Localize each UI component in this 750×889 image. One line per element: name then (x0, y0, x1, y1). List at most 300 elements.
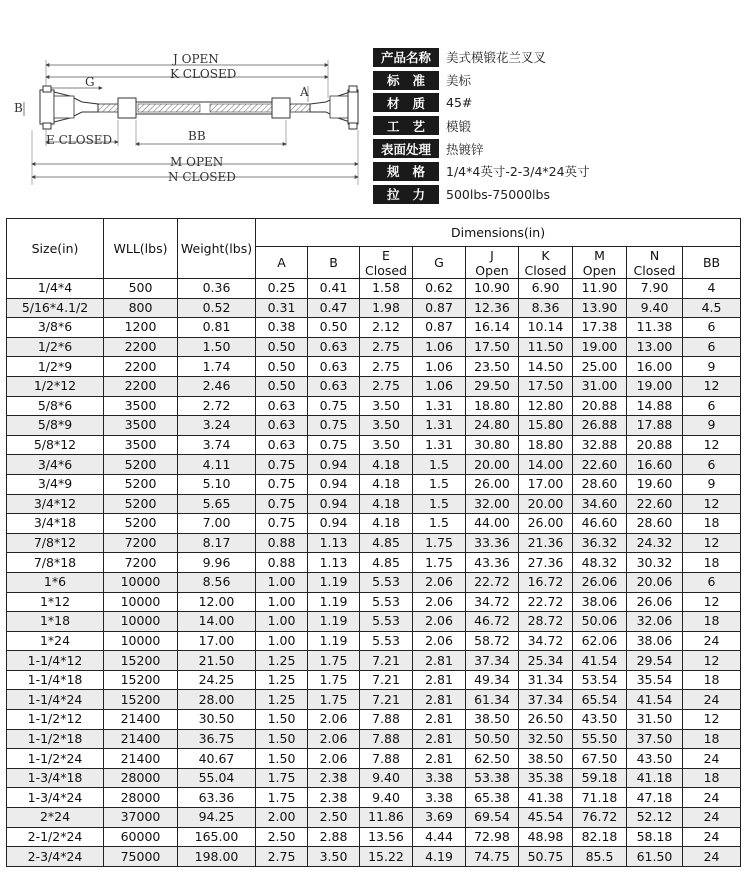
table-cell: 9.40 (360, 768, 413, 788)
table-cell: 1-1/4*12 (7, 651, 104, 671)
table-row (7, 533, 741, 553)
table-cell: 1.25 (256, 670, 308, 690)
table-cell: 61.34 (466, 690, 519, 710)
table-cell: 62.06 (573, 631, 627, 651)
header-weight: Weight(lbs) (178, 219, 256, 279)
table-cell: 1.25 (256, 690, 308, 710)
table-cell: 41.54 (627, 690, 683, 710)
table-cell: 4.18 (360, 494, 413, 514)
table-cell: 24 (683, 749, 741, 769)
table-cell: 2.06 (308, 710, 360, 730)
table-cell: 1.98 (360, 298, 413, 318)
table-cell: 26.88 (573, 416, 627, 436)
turnbuckle-diagram (10, 40, 362, 190)
table-cell: 3.50 (308, 847, 360, 867)
table-cell: 2.06 (413, 631, 466, 651)
table-cell: 7.88 (360, 749, 413, 769)
table-cell: 15200 (104, 670, 178, 690)
table-cell: 17.38 (573, 318, 627, 338)
table-cell: 1.58 (360, 279, 413, 299)
table-cell: 1.31 (413, 416, 466, 436)
table-row (7, 553, 741, 573)
table-cell: 1.13 (308, 553, 360, 573)
table-cell: 38.50 (519, 749, 573, 769)
table-cell: 43.36 (466, 553, 519, 573)
left-jaw (40, 86, 98, 129)
table-cell: 1*18 (7, 612, 104, 632)
table-cell: 1*24 (7, 631, 104, 651)
table-cell: 2.75 (256, 847, 308, 867)
table-cell: 0.63 (256, 416, 308, 436)
table-cell: 5/8*9 (7, 416, 104, 436)
table-cell: 29.50 (466, 376, 519, 396)
table-cell: 5/16*4.1/2 (7, 298, 104, 318)
table-cell: 46.72 (466, 612, 519, 632)
table-cell: 2.81 (413, 670, 466, 690)
table-cell: 14.88 (627, 396, 683, 416)
table-cell: 3500 (104, 435, 178, 455)
spec-key: 规格 (373, 162, 439, 181)
table-cell: 17.50 (519, 376, 573, 396)
table-cell: 10000 (104, 612, 178, 632)
table-cell: 4 (683, 279, 741, 299)
table-cell: 28.72 (519, 612, 573, 632)
table-cell: 24.80 (466, 416, 519, 436)
table-cell: 28.60 (573, 474, 627, 494)
table-cell: 7.00 (178, 514, 256, 534)
table-cell: 0.75 (308, 396, 360, 416)
table-cell: 2-1/2*24 (7, 827, 104, 847)
table-cell: 24 (683, 788, 741, 808)
table-cell: 22.60 (573, 455, 627, 475)
table-cell: 0.94 (308, 494, 360, 514)
turnbuckle-drawing (10, 40, 362, 190)
table-cell: 55.04 (178, 768, 256, 788)
table-cell: 21.50 (178, 651, 256, 671)
table-cell: 55.50 (573, 729, 627, 749)
table-cell: 41.18 (627, 768, 683, 788)
label-bb: BB (188, 129, 206, 143)
table-cell: 3.74 (178, 435, 256, 455)
header-m-sub: Open (582, 262, 617, 278)
table-cell: 16.14 (466, 318, 519, 338)
table-cell: 60000 (104, 827, 178, 847)
table-row (7, 494, 741, 514)
header-n-letter: N (649, 247, 660, 263)
table-cell: 52.12 (627, 808, 683, 828)
table-cell: 20.00 (519, 494, 573, 514)
table-cell: 1.5 (413, 494, 466, 514)
table-cell: 1-1/4*24 (7, 690, 104, 710)
header-j-sub: Open (475, 262, 509, 278)
dimensions-table (6, 218, 741, 867)
table-row (7, 572, 741, 592)
spec-row (373, 46, 733, 69)
table-cell: 7/8*18 (7, 553, 104, 573)
label-e-closed: E CLOSED (46, 133, 113, 147)
table-cell: 10000 (104, 592, 178, 612)
table-cell: 32.06 (627, 612, 683, 632)
table-cell: 1.50 (178, 337, 256, 357)
table-cell: 21400 (104, 710, 178, 730)
table-cell: 5200 (104, 455, 178, 475)
table-cell: 17.50 (466, 337, 519, 357)
table-cell: 41.38 (519, 788, 573, 808)
table-cell: 0.62 (413, 279, 466, 299)
table-cell: 2.06 (308, 749, 360, 769)
label-a: A (300, 85, 309, 99)
table-cell: 16.72 (519, 572, 573, 592)
header-n (627, 247, 683, 279)
table-cell: 0.75 (256, 455, 308, 475)
product-spec-list (373, 46, 733, 206)
table-cell: 2.81 (413, 710, 466, 730)
table-cell: 3.38 (413, 768, 466, 788)
table-cell: 24 (683, 847, 741, 867)
table-cell: 74.75 (466, 847, 519, 867)
table-cell: 10.14 (519, 318, 573, 338)
table-cell: 8.56 (178, 572, 256, 592)
header-k-letter: K (541, 247, 550, 263)
table-cell: 1/4*4 (7, 279, 104, 299)
table-cell: 22.72 (519, 592, 573, 612)
table-cell: 6.90 (519, 279, 573, 299)
table-cell: 1.50 (256, 749, 308, 769)
table-cell: 1.5 (413, 474, 466, 494)
table-cell: 4.19 (413, 847, 466, 867)
table-cell: 7.90 (627, 279, 683, 299)
label-j-open: J OPEN (173, 52, 219, 66)
table-cell: 7/8*12 (7, 533, 104, 553)
table-cell: 0.38 (256, 318, 308, 338)
spec-row (373, 114, 733, 137)
table-cell: 58.18 (627, 827, 683, 847)
table-cell: 0.75 (308, 416, 360, 436)
table-cell: 24 (683, 827, 741, 847)
header-g: G (413, 247, 466, 279)
table-cell: 15.22 (360, 847, 413, 867)
table-cell: 3/4*6 (7, 455, 104, 475)
table-cell: 15200 (104, 651, 178, 671)
table-cell: 10000 (104, 572, 178, 592)
table-cell: 53.54 (573, 670, 627, 690)
table-row (7, 592, 741, 612)
table-cell: 3.50 (360, 416, 413, 436)
table-cell: 1.75 (413, 533, 466, 553)
table-cell: 47.18 (627, 788, 683, 808)
table-cell: 62.50 (466, 749, 519, 769)
spec-key: 材质 (373, 93, 439, 112)
table-cell: 2.75 (360, 357, 413, 377)
table-cell: 198.00 (178, 847, 256, 867)
table-cell: 12.80 (519, 396, 573, 416)
table-cell: 2*24 (7, 808, 104, 828)
table-cell: 9.40 (360, 788, 413, 808)
table-cell: 1/2*9 (7, 357, 104, 377)
table-cell: 0.75 (308, 435, 360, 455)
table-cell: 28000 (104, 788, 178, 808)
table-cell: 10.90 (466, 279, 519, 299)
table-cell: 31.50 (627, 710, 683, 730)
header-size: Size(in) (7, 219, 104, 279)
table-cell: 3/4*18 (7, 514, 104, 534)
table-cell: 1.25 (256, 651, 308, 671)
header-n-sub: Closed (633, 262, 676, 278)
table-cell: 8.36 (519, 298, 573, 318)
table-cell: 9 (683, 416, 741, 436)
table-cell: 65.54 (573, 690, 627, 710)
table-cell: 0.50 (308, 318, 360, 338)
table-cell: 1.31 (413, 435, 466, 455)
table-cell: 18.80 (466, 396, 519, 416)
table-cell: 11.38 (627, 318, 683, 338)
table-cell: 4.5 (683, 298, 741, 318)
table-cell: 26.50 (519, 710, 573, 730)
table-cell: 37000 (104, 808, 178, 828)
table-cell: 12 (683, 533, 741, 553)
table-cell: 28.60 (627, 514, 683, 534)
table-cell: 32.50 (519, 729, 573, 749)
table-cell: 37.34 (519, 690, 573, 710)
table-row (7, 729, 741, 749)
table-cell: 0.31 (256, 298, 308, 318)
table-cell: 25.34 (519, 651, 573, 671)
table-cell: 26.00 (466, 474, 519, 494)
table-cell: 2-3/4*24 (7, 847, 104, 867)
spec-value: 1/4*4英寸-2-3/4*24英寸 (446, 164, 590, 180)
label-n-closed: N CLOSED (168, 170, 236, 184)
table-cell: 12 (683, 592, 741, 612)
table-cell: 75000 (104, 847, 178, 867)
table-cell: 11.90 (573, 279, 627, 299)
table-cell: 19.60 (627, 474, 683, 494)
table-row (7, 357, 741, 377)
table-cell: 0.50 (256, 376, 308, 396)
table-cell: 6 (683, 572, 741, 592)
table-cell: 1-1/2*24 (7, 749, 104, 769)
table-cell: 500 (104, 279, 178, 299)
table-cell: 1.19 (308, 631, 360, 651)
table-cell: 800 (104, 298, 178, 318)
table-cell: 24.32 (627, 533, 683, 553)
table-cell: 17.88 (627, 416, 683, 436)
table-cell: 24 (683, 808, 741, 828)
table-cell: 5.10 (178, 474, 256, 494)
table-cell: 15200 (104, 690, 178, 710)
table-cell: 35.38 (519, 768, 573, 788)
table-cell: 34.72 (519, 631, 573, 651)
header-b: B (308, 247, 360, 279)
table-row (7, 710, 741, 730)
table-cell: 12 (683, 435, 741, 455)
table-cell: 0.63 (256, 396, 308, 416)
table-cell: 43.50 (573, 710, 627, 730)
table-cell: 0.36 (178, 279, 256, 299)
table-row (7, 690, 741, 710)
table-row (7, 612, 741, 632)
spec-value: 美标 (446, 73, 472, 89)
header-j (466, 247, 519, 279)
table-cell: 4.11 (178, 455, 256, 475)
label-b: B (14, 101, 23, 115)
header-m (573, 247, 627, 279)
table-cell: 2.81 (413, 690, 466, 710)
table-cell: 94.25 (178, 808, 256, 828)
table-cell: 1-3/4*18 (7, 768, 104, 788)
table-cell: 12 (683, 651, 741, 671)
table-cell: 2.06 (308, 729, 360, 749)
table-cell: 29.54 (627, 651, 683, 671)
spec-row (373, 137, 733, 160)
table-cell: 7200 (104, 553, 178, 573)
table-row (7, 651, 741, 671)
table-cell: 1*6 (7, 572, 104, 592)
table-cell: 5200 (104, 514, 178, 534)
table-cell: 1.50 (256, 710, 308, 730)
table-cell: 2200 (104, 357, 178, 377)
table-cell: 3/4*12 (7, 494, 104, 514)
spec-row (373, 160, 733, 183)
spec-value: 热镀锌 (446, 141, 484, 157)
table-cell: 50.06 (573, 612, 627, 632)
table-cell: 7.88 (360, 710, 413, 730)
header-bb: BB (683, 247, 741, 279)
label-k-closed: K CLOSED (170, 67, 237, 81)
table-cell: 0.81 (178, 318, 256, 338)
table-cell: 17.00 (519, 474, 573, 494)
table-row (7, 827, 741, 847)
table-cell: 14.00 (519, 455, 573, 475)
table-cell: 1.00 (256, 612, 308, 632)
table-cell: 0.87 (413, 318, 466, 338)
table-row (7, 376, 741, 396)
table-cell: 85.5 (573, 847, 627, 867)
table-cell: 18 (683, 612, 741, 632)
table-cell: 61.50 (627, 847, 683, 867)
table-row (7, 631, 741, 651)
table-cell: 30.80 (466, 435, 519, 455)
table-cell: 4.18 (360, 455, 413, 475)
table-row (7, 788, 741, 808)
spec-value: 美式模锻花兰叉叉 (446, 50, 547, 66)
table-row (7, 749, 741, 769)
table-cell: 2200 (104, 337, 178, 357)
table-cell: 1.75 (308, 651, 360, 671)
table-cell: 2.38 (308, 768, 360, 788)
table-cell: 32.88 (573, 435, 627, 455)
table-cell: 3500 (104, 396, 178, 416)
table-cell: 24.25 (178, 670, 256, 690)
table-cell: 45.54 (519, 808, 573, 828)
table-cell: 4.44 (413, 827, 466, 847)
table-row (7, 768, 741, 788)
header-k (519, 247, 573, 279)
table-cell: 6 (683, 455, 741, 475)
table-cell: 3/4*9 (7, 474, 104, 494)
table-cell: 7.21 (360, 690, 413, 710)
table-cell: 34.60 (573, 494, 627, 514)
table-cell: 3.24 (178, 416, 256, 436)
table-cell: 7.88 (360, 729, 413, 749)
table-cell: 21.36 (519, 533, 573, 553)
table-cell: 76.72 (573, 808, 627, 828)
table-cell: 2.06 (413, 572, 466, 592)
table-cell: 38.06 (627, 631, 683, 651)
table-cell: 1200 (104, 318, 178, 338)
table-cell: 40.67 (178, 749, 256, 769)
table-cell: 50.50 (466, 729, 519, 749)
table-cell: 1.74 (178, 357, 256, 377)
turnbuckle-body (118, 98, 290, 118)
table-cell: 2.81 (413, 749, 466, 769)
header-wll: WLL(lbs) (104, 219, 178, 279)
table-cell: 2.00 (256, 808, 308, 828)
table-cell: 5.53 (360, 631, 413, 651)
table-cell: 8.17 (178, 533, 256, 553)
table-cell: 1.19 (308, 592, 360, 612)
table-cell: 2.50 (256, 827, 308, 847)
table-cell: 19.00 (573, 337, 627, 357)
table-cell: 14.00 (178, 612, 256, 632)
table-row (7, 514, 741, 534)
table-cell: 37.50 (627, 729, 683, 749)
table-cell: 0.94 (308, 455, 360, 475)
table-cell: 1.5 (413, 455, 466, 475)
table-cell: 13.90 (573, 298, 627, 318)
header-k-sub: Closed (524, 262, 567, 278)
table-cell: 7.21 (360, 651, 413, 671)
table-cell: 0.63 (308, 357, 360, 377)
table-cell: 31.00 (573, 376, 627, 396)
table-cell: 17.00 (178, 631, 256, 651)
table-cell: 18 (683, 768, 741, 788)
table-cell: 11.50 (519, 337, 573, 357)
table-cell: 5/8*12 (7, 435, 104, 455)
table-cell: 0.94 (308, 514, 360, 534)
table-cell: 13.00 (627, 337, 683, 357)
table-cell: 12 (683, 710, 741, 730)
table-cell: 20.00 (466, 455, 519, 475)
spec-key: 拉力 (373, 185, 439, 204)
table-cell: 1.50 (256, 729, 308, 749)
table-cell: 53.38 (466, 768, 519, 788)
right-jaw (310, 86, 358, 129)
table-cell: 1.19 (308, 572, 360, 592)
header-j-letter: J (490, 247, 494, 263)
table-cell: 1.75 (256, 788, 308, 808)
table-cell: 27.36 (519, 553, 573, 573)
table-cell: 0.52 (178, 298, 256, 318)
table-cell: 9 (683, 357, 741, 377)
header-a: A (256, 247, 308, 279)
header-e-sub: Closed (365, 262, 407, 278)
table-cell: 71.18 (573, 788, 627, 808)
table-cell: 1/2*6 (7, 337, 104, 357)
table-cell: 18 (683, 514, 741, 534)
table-cell: 38.06 (573, 592, 627, 612)
table-cell: 12 (683, 494, 741, 514)
table-row (7, 337, 741, 357)
table-row (7, 808, 741, 828)
table-cell: 41.54 (573, 651, 627, 671)
table-cell: 0.88 (256, 533, 308, 553)
table-cell: 6 (683, 396, 741, 416)
table-cell: 22.60 (627, 494, 683, 514)
table-cell: 1.5 (413, 514, 466, 534)
table-cell: 2.12 (360, 318, 413, 338)
table-cell: 49.34 (466, 670, 519, 690)
table-cell: 2.88 (308, 827, 360, 847)
